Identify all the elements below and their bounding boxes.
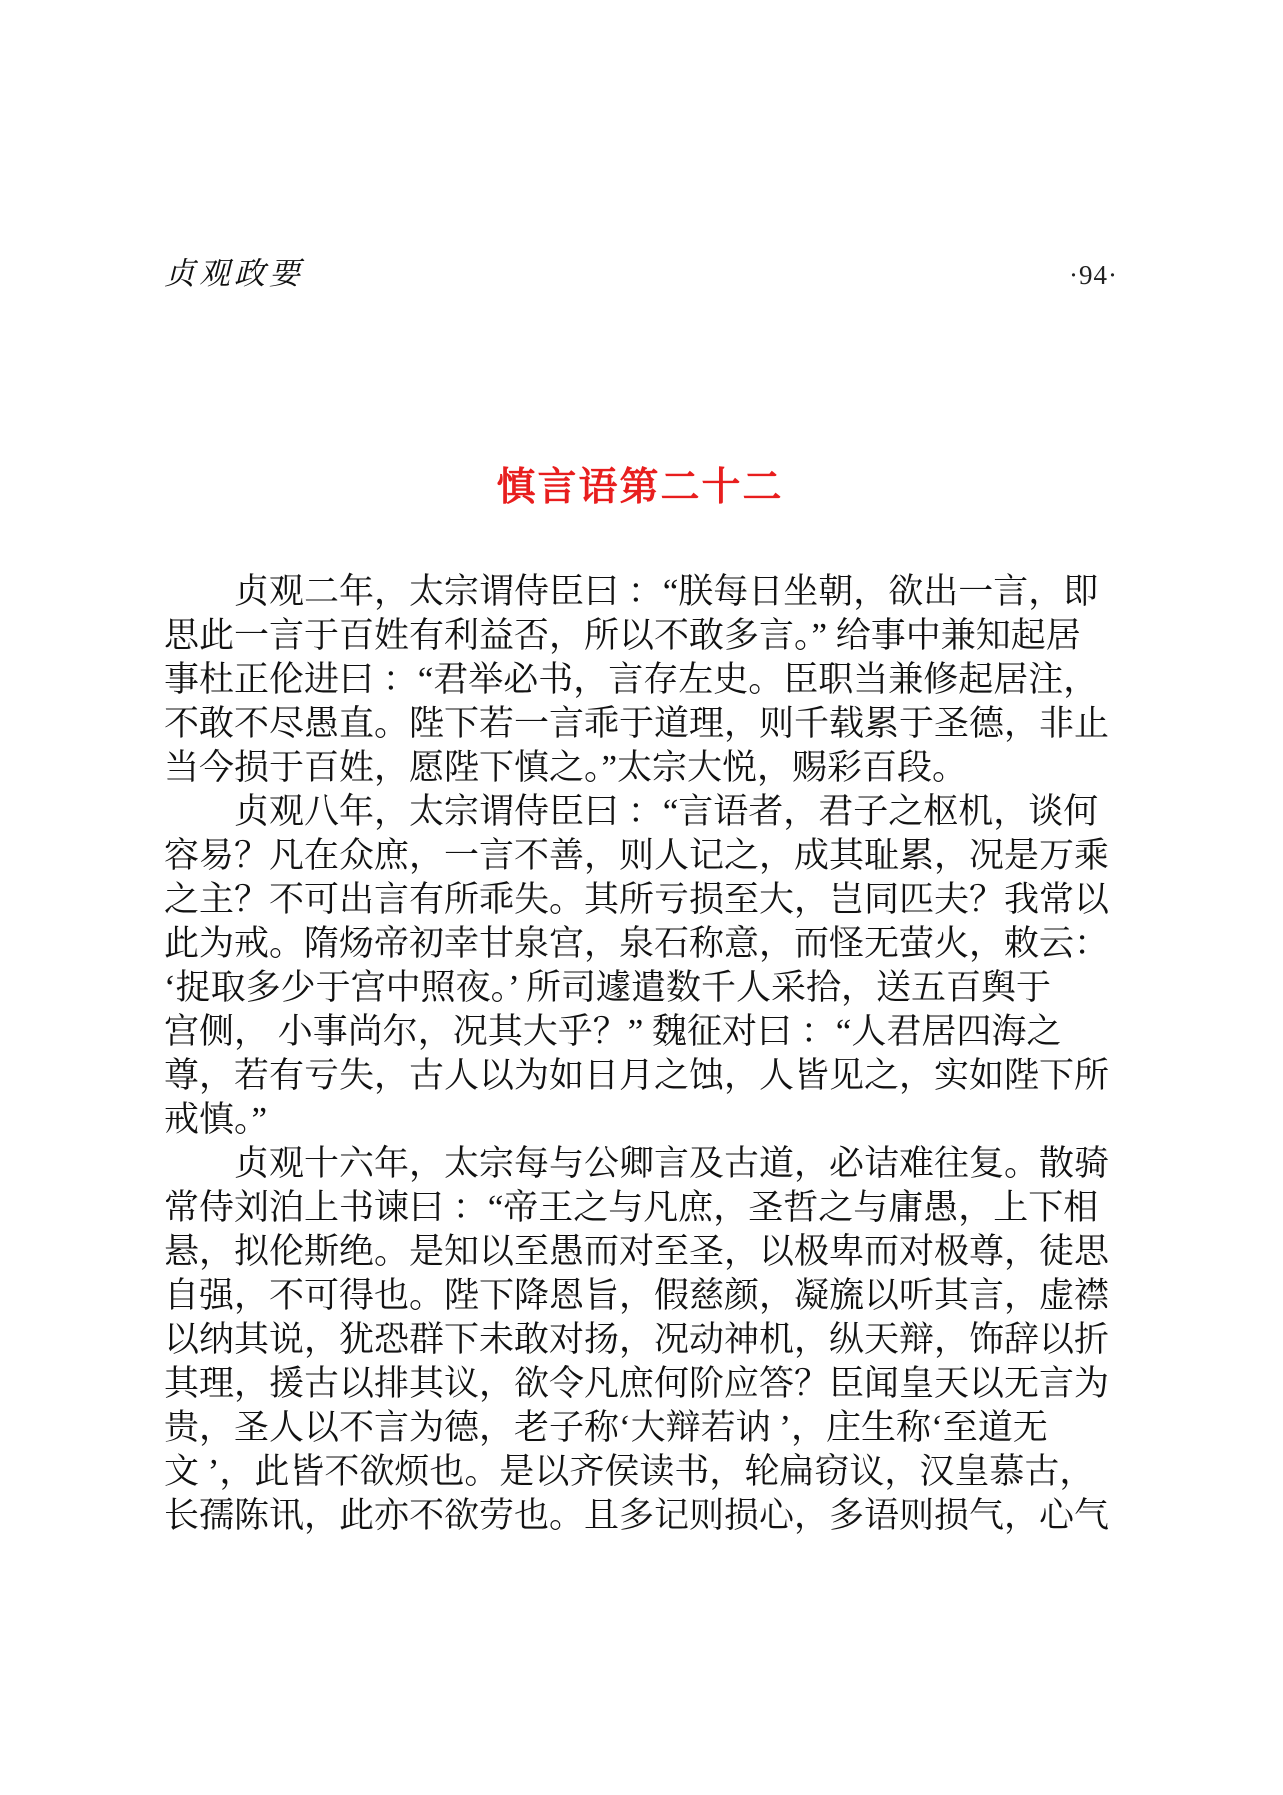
text-line: 容易？凡在众庶，一言不善，则人记之，成其耻累，况是万乘 bbox=[164, 836, 1110, 875]
text-line: 贞观八年，太宗谓侍臣曰 ：“言语者，君子之枢机，谈何 bbox=[234, 792, 1099, 831]
text-line: 常侍刘泊上书谏曰 ：“帝王之与凡庶，圣哲之与庸愚，上下相 bbox=[164, 1188, 1099, 1227]
text-line: ‘捉取多少于宫中照夜。’ 所司遽遣数千人采拾，送五百舆于 bbox=[164, 968, 1051, 1007]
text-line: 长孺陈讯，此亦不欲劳也。且多记则损心，多语则损气，心气 bbox=[164, 1496, 1110, 1535]
text-line: 思此一言于百姓有利益否，所以不敢多言。” 给事中兼知起居 bbox=[164, 616, 1081, 655]
paragraph-1 bbox=[164, 570, 1118, 790]
paragraph-2 bbox=[164, 790, 1118, 1142]
text-line: 此为戒。隋炀帝初幸甘泉宫，泉石称意，而怪无萤火，敕云： bbox=[164, 924, 1110, 963]
chapter-title: 慎言语第二十二 bbox=[496, 466, 784, 509]
text-line: 贵，圣人以不言为德，老子称‘大辩若讷 ’，庄生称‘至道无 bbox=[164, 1408, 1048, 1447]
text-line: 贞观十六年，太宗每与公卿言及古道，必诘难往复。散骑 bbox=[234, 1144, 1110, 1183]
text-line: 当今损于百姓，愿陛下慎之。”太宗大悦，赐彩百段。 bbox=[164, 748, 968, 787]
text-line: 悬，拟伦斯绝。是知以至愚而对至圣，以极卑而对极尊，徒思 bbox=[164, 1232, 1110, 1271]
page-header bbox=[164, 248, 1118, 293]
text-line: 自强，不可得也。陛下降恩旨，假慈颜，凝旒以听其言，虚襟 bbox=[164, 1276, 1110, 1315]
text-line: 尊，若有亏失，古人以为如日月之蚀，人皆见之，实如陛下所 bbox=[164, 1056, 1110, 1095]
text-line: 其理，援古以排其议，欲令凡庶何阶应答？臣闻皇天以无言为 bbox=[164, 1364, 1110, 1403]
paragraph-3 bbox=[164, 1142, 1118, 1538]
text-line: 戒慎。” bbox=[164, 1100, 268, 1139]
text-line: 文 ’，此皆不欲烦也。是以齐侯读书，轮扁窃议，汉皇慕古， bbox=[164, 1452, 1095, 1491]
text-line: 以纳其说，犹恐群下未敢对扬，况动神机，纵天辩，饰辞以折 bbox=[164, 1320, 1110, 1359]
text-line: 贞观二年，太宗谓侍臣曰 ：“朕每日坐朝，欲出一言，即 bbox=[234, 572, 1099, 611]
text-line: 宫侧， 小事尚尔，况其大乎？” 魏征对曰 ：“人君居四海之 bbox=[164, 1012, 1062, 1051]
body-text bbox=[164, 570, 1118, 1538]
page-number: ·94· bbox=[1069, 260, 1118, 290]
text-line: 之主？不可出言有所乖失。其所亏损至大，岂同匹夫？我常以 bbox=[164, 880, 1110, 919]
text-line: 不敢不尽愚直。陛下若一言乖于道理，则千载累于圣德，非止 bbox=[164, 704, 1110, 743]
text-line: 事杜正伦进曰 ：“君举必书，言存左史。臣职当兼修起居注， bbox=[164, 660, 1099, 699]
running-head-book-title: 贞观政要 bbox=[164, 256, 304, 291]
